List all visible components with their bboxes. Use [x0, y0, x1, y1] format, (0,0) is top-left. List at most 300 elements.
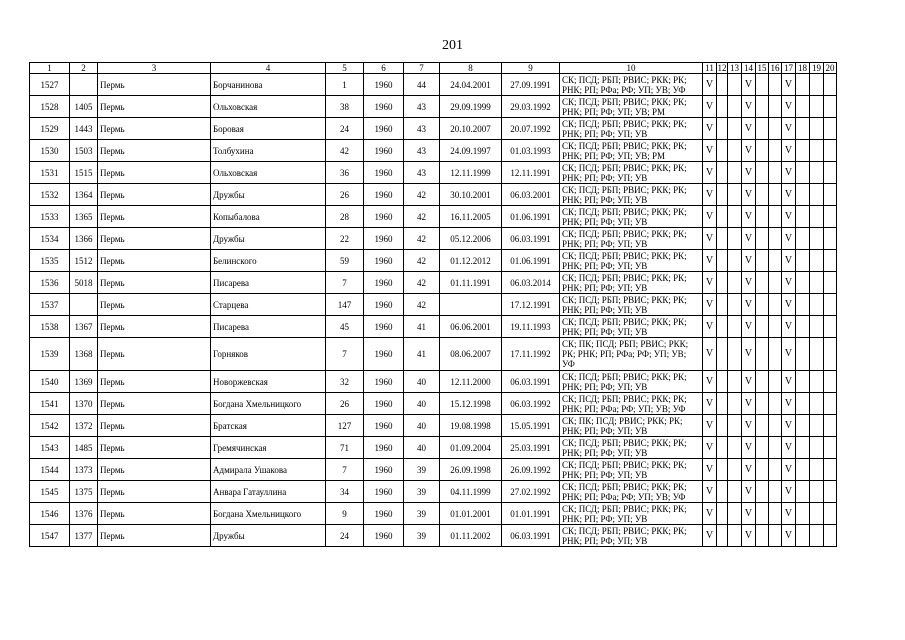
city-cell: Пермь [98, 393, 211, 415]
flag-cell-20 [824, 184, 837, 206]
date-2-cell: 06.03.1991 [502, 525, 560, 547]
record-id: 1373 [70, 459, 98, 481]
street-cell: Старцева [211, 294, 326, 316]
flag-cell-15 [756, 162, 769, 184]
record-number: 1531 [30, 162, 70, 184]
flag-cell-16 [769, 503, 782, 525]
date-2-cell: 15.05.1991 [502, 415, 560, 437]
table-row [30, 415, 837, 437]
column-header-10: 10 [560, 63, 703, 74]
flag-cell-19 [810, 140, 824, 162]
flag-cell-18 [796, 250, 810, 272]
services-cell: СК; ПСД; РБП; РВИС; РКК; РК; РНК; РП; РФ; УП; УВ [560, 250, 703, 272]
street-cell: Братская [211, 415, 326, 437]
services-cell: СК; ПСД; РБП; РВИС; РКК; РК; РНК; РП; РФ; УП; УВ [560, 371, 703, 393]
city-cell: Пермь [98, 162, 211, 184]
record-number: 1533 [30, 206, 70, 228]
record-id: 1367 [70, 316, 98, 338]
wear-percent-cell: 42 [404, 294, 440, 316]
city-cell: Пермь [98, 481, 211, 503]
flag-cell-12 [717, 228, 728, 250]
flag-cell-18 [796, 415, 810, 437]
flag-cell-15 [756, 437, 769, 459]
flag-cell-19 [810, 118, 824, 140]
flag-cell-14: V [742, 250, 756, 272]
flag-cell-19 [810, 294, 824, 316]
city-cell: Пермь [98, 74, 211, 96]
date-1-cell: 29.09.1999 [440, 96, 502, 118]
record-number: 1544 [30, 459, 70, 481]
flag-cell-15 [756, 316, 769, 338]
column-header-7: 7 [404, 63, 440, 74]
flag-cell-20 [824, 481, 837, 503]
flag-cell-15 [756, 118, 769, 140]
flag-cell-18 [796, 184, 810, 206]
table-row [30, 437, 837, 459]
column-header-18: 18 [796, 63, 810, 74]
wear-percent-cell: 39 [404, 525, 440, 547]
flag-cell-16 [769, 371, 782, 393]
flag-cell-12 [717, 294, 728, 316]
column-header-3: 3 [98, 63, 211, 74]
house-number-cell: 7 [326, 459, 364, 481]
record-id: 1376 [70, 503, 98, 525]
record-number: 1535 [30, 250, 70, 272]
flag-cell-11: V [703, 525, 717, 547]
flag-cell-12 [717, 74, 728, 96]
street-cell: Богдана Хмельницкого [211, 393, 326, 415]
record-number: 1529 [30, 118, 70, 140]
year-cell: 1960 [364, 481, 404, 503]
record-number: 1541 [30, 393, 70, 415]
year-cell: 1960 [364, 74, 404, 96]
flag-cell-13 [728, 272, 742, 294]
table-row [30, 459, 837, 481]
date-1-cell: 01.11.2002 [440, 525, 502, 547]
date-1-cell: 01.11.1991 [440, 272, 502, 294]
table-row [30, 140, 837, 162]
flag-cell-15 [756, 481, 769, 503]
flag-cell-15 [756, 96, 769, 118]
flag-cell-18 [796, 437, 810, 459]
flag-cell-18 [796, 294, 810, 316]
services-cell: СК; ПСД; РБП; РВИС; РКК; РК; РНК; РП; РФ; УП; УВ [560, 294, 703, 316]
flag-cell-14: V [742, 206, 756, 228]
flag-cell-12 [717, 525, 728, 547]
date-1-cell: 01.09.2004 [440, 437, 502, 459]
services-cell: СК; ПСД; РБП; РВИС; РКК; РК; РНК; РП; РФ; УП; УВ [560, 118, 703, 140]
house-number-cell: 38 [326, 96, 364, 118]
flag-cell-15 [756, 140, 769, 162]
year-cell: 1960 [364, 272, 404, 294]
flag-cell-11: V [703, 206, 717, 228]
date-1-cell: 01.01.2001 [440, 503, 502, 525]
flag-cell-16 [769, 393, 782, 415]
wear-percent-cell: 43 [404, 96, 440, 118]
flag-cell-17: V [782, 338, 796, 371]
flag-cell-11: V [703, 228, 717, 250]
flag-cell-13 [728, 437, 742, 459]
flag-cell-14: V [742, 437, 756, 459]
city-cell: Пермь [98, 459, 211, 481]
flag-cell-19 [810, 250, 824, 272]
flag-cell-17: V [782, 459, 796, 481]
table-row [30, 371, 837, 393]
flag-cell-11: V [703, 415, 717, 437]
record-id [70, 74, 98, 96]
flag-cell-20 [824, 74, 837, 96]
wear-percent-cell: 42 [404, 228, 440, 250]
flag-cell-11: V [703, 74, 717, 96]
flag-cell-19 [810, 206, 824, 228]
flag-cell-11: V [703, 162, 717, 184]
flag-cell-19 [810, 371, 824, 393]
flag-cell-16 [769, 96, 782, 118]
flag-cell-14: V [742, 525, 756, 547]
year-cell: 1960 [364, 525, 404, 547]
flag-cell-20 [824, 338, 837, 371]
flag-cell-16 [769, 228, 782, 250]
flag-cell-14: V [742, 415, 756, 437]
house-number-cell: 28 [326, 206, 364, 228]
street-cell: Адмирала Ушакова [211, 459, 326, 481]
wear-percent-cell: 40 [404, 437, 440, 459]
flag-cell-11: V [703, 371, 717, 393]
services-cell: СК; ПСД; РБП; РВИС; РКК; РК; РНК; РП; РФ; УП; УВ [560, 503, 703, 525]
flag-cell-12 [717, 393, 728, 415]
flag-cell-15 [756, 371, 769, 393]
flag-cell-17: V [782, 250, 796, 272]
flag-cell-11: V [703, 96, 717, 118]
flag-cell-13 [728, 96, 742, 118]
house-number-cell: 32 [326, 371, 364, 393]
services-cell: СК; ПСД; РБП; РВИС; РКК; РК; РНК; РП; РФ; УП; УВ [560, 459, 703, 481]
flag-cell-15 [756, 393, 769, 415]
date-1-cell: 26.09.1998 [440, 459, 502, 481]
city-cell: Пермь [98, 184, 211, 206]
year-cell: 1960 [364, 503, 404, 525]
registry-table [29, 62, 837, 547]
flag-cell-11: V [703, 393, 717, 415]
record-number: 1532 [30, 184, 70, 206]
services-cell: СК; ПСД; РБП; РВИС; РКК; РК; РНК; РП; РФ; УП; УВ; РМ [560, 140, 703, 162]
flag-cell-13 [728, 162, 742, 184]
flag-cell-18 [796, 96, 810, 118]
street-cell: Копыбалова [211, 206, 326, 228]
flag-cell-12 [717, 118, 728, 140]
date-1-cell [440, 294, 502, 316]
flag-cell-17: V [782, 525, 796, 547]
record-number: 1547 [30, 525, 70, 547]
flag-cell-15 [756, 503, 769, 525]
record-id: 1375 [70, 481, 98, 503]
date-2-cell: 06.03.2014 [502, 272, 560, 294]
year-cell: 1960 [364, 437, 404, 459]
date-2-cell: 19.11.1993 [502, 316, 560, 338]
services-cell: СК; ПСД; РБП; РВИС; РКК; РК; РНК; РП; РФ; УП; УВ [560, 272, 703, 294]
house-number-cell: 45 [326, 316, 364, 338]
flag-cell-19 [810, 437, 824, 459]
flag-cell-17: V [782, 140, 796, 162]
flag-cell-16 [769, 338, 782, 371]
flag-cell-12 [717, 316, 728, 338]
flag-cell-13 [728, 294, 742, 316]
flag-cell-19 [810, 481, 824, 503]
services-cell: СК; ПК; ПСД; РБП; РВИС; РКК; РК; РНК; РП; РФа; РФ; УП; УВ; УФ [560, 338, 703, 371]
services-cell: СК; ПСД; РБП; РВИС; РКК; РК; РНК; РП; РФ; УП; УВ [560, 437, 703, 459]
flag-cell-18 [796, 393, 810, 415]
date-2-cell: 01.06.1991 [502, 250, 560, 272]
wear-percent-cell: 41 [404, 338, 440, 371]
flag-cell-12 [717, 250, 728, 272]
flag-cell-15 [756, 206, 769, 228]
table-row [30, 206, 837, 228]
column-header-5: 5 [326, 63, 364, 74]
street-cell: Богдана Хмельницкого [211, 503, 326, 525]
flag-cell-16 [769, 250, 782, 272]
flag-cell-17: V [782, 371, 796, 393]
street-cell: Горняков [211, 338, 326, 371]
year-cell: 1960 [364, 228, 404, 250]
table-row [30, 118, 837, 140]
flag-cell-13 [728, 250, 742, 272]
date-2-cell: 25.03.1991 [502, 437, 560, 459]
flag-cell-14: V [742, 74, 756, 96]
city-cell: Пермь [98, 503, 211, 525]
date-2-cell: 01.06.1991 [502, 206, 560, 228]
flag-cell-11: V [703, 503, 717, 525]
flag-cell-14: V [742, 140, 756, 162]
flag-cell-17: V [782, 294, 796, 316]
city-cell: Пермь [98, 294, 211, 316]
flag-cell-11: V [703, 316, 717, 338]
date-1-cell: 08.06.2007 [440, 338, 502, 371]
column-header-1: 1 [30, 63, 70, 74]
street-cell: Борчанинова [211, 74, 326, 96]
flag-cell-15 [756, 415, 769, 437]
flag-cell-14: V [742, 481, 756, 503]
wear-percent-cell: 41 [404, 316, 440, 338]
city-cell: Пермь [98, 316, 211, 338]
flag-cell-20 [824, 206, 837, 228]
year-cell: 1960 [364, 316, 404, 338]
flag-cell-13 [728, 459, 742, 481]
flag-cell-20 [824, 228, 837, 250]
flag-cell-18 [796, 481, 810, 503]
flag-cell-13 [728, 525, 742, 547]
city-cell: Пермь [98, 525, 211, 547]
record-id: 1366 [70, 228, 98, 250]
column-header-14: 14 [742, 63, 756, 74]
flag-cell-13 [728, 415, 742, 437]
flag-cell-17: V [782, 96, 796, 118]
house-number-cell: 1 [326, 74, 364, 96]
services-cell: СК; ПСД; РБП; РВИС; РКК; РК; РНК; РП; РФа; РФ; УП; УВ; УФ [560, 393, 703, 415]
date-2-cell: 01.03.1993 [502, 140, 560, 162]
record-number: 1530 [30, 140, 70, 162]
table-row [30, 481, 837, 503]
house-number-cell: 42 [326, 140, 364, 162]
flag-cell-16 [769, 74, 782, 96]
record-number: 1546 [30, 503, 70, 525]
date-2-cell: 27.09.1991 [502, 74, 560, 96]
house-number-cell: 26 [326, 393, 364, 415]
flag-cell-16 [769, 316, 782, 338]
city-cell: Пермь [98, 371, 211, 393]
flag-cell-15 [756, 74, 769, 96]
flag-cell-20 [824, 393, 837, 415]
flag-cell-20 [824, 96, 837, 118]
table-row [30, 250, 837, 272]
flag-cell-15 [756, 184, 769, 206]
house-number-cell: 9 [326, 503, 364, 525]
flag-cell-16 [769, 140, 782, 162]
city-cell: Пермь [98, 250, 211, 272]
record-id: 1365 [70, 206, 98, 228]
flag-cell-20 [824, 118, 837, 140]
flag-cell-17: V [782, 316, 796, 338]
table-row [30, 272, 837, 294]
city-cell: Пермь [98, 415, 211, 437]
year-cell: 1960 [364, 338, 404, 371]
flag-cell-12 [717, 96, 728, 118]
date-1-cell: 16.11.2005 [440, 206, 502, 228]
flag-cell-14: V [742, 503, 756, 525]
wear-percent-cell: 39 [404, 481, 440, 503]
flag-cell-19 [810, 393, 824, 415]
flag-cell-14: V [742, 371, 756, 393]
flag-cell-12 [717, 206, 728, 228]
flag-cell-13 [728, 184, 742, 206]
record-id: 1364 [70, 184, 98, 206]
date-2-cell: 29.03.1992 [502, 96, 560, 118]
wear-percent-cell: 40 [404, 393, 440, 415]
services-cell: СК; ПСД; РБП; РВИС; РКК; РК; РНК; РП; РФ; УП; УВ [560, 206, 703, 228]
flag-cell-12 [717, 162, 728, 184]
house-number-cell: 26 [326, 184, 364, 206]
flag-cell-13 [728, 316, 742, 338]
flag-cell-18 [796, 206, 810, 228]
record-id: 1405 [70, 96, 98, 118]
column-header-6: 6 [364, 63, 404, 74]
table-row [30, 294, 837, 316]
table-row [30, 393, 837, 415]
date-2-cell: 06.03.1992 [502, 393, 560, 415]
services-cell: СК; ПСД; РБП; РВИС; РКК; РК; РНК; РП; РФ; УП; УВ [560, 316, 703, 338]
city-cell: Пермь [98, 96, 211, 118]
flag-cell-14: V [742, 228, 756, 250]
street-cell: Дружбы [211, 184, 326, 206]
wear-percent-cell: 43 [404, 118, 440, 140]
street-cell: Ольховская [211, 96, 326, 118]
house-number-cell: 24 [326, 118, 364, 140]
flag-cell-14: V [742, 338, 756, 371]
record-id: 5018 [70, 272, 98, 294]
city-cell: Пермь [98, 118, 211, 140]
flag-cell-17: V [782, 415, 796, 437]
flag-cell-11: V [703, 250, 717, 272]
record-id: 1512 [70, 250, 98, 272]
street-cell: Дружбы [211, 228, 326, 250]
wear-percent-cell: 44 [404, 74, 440, 96]
services-cell: СК; ПК; ПСД; РВИС; РКК; РК; РНК; РП; РФ; УП; УВ [560, 415, 703, 437]
record-number: 1537 [30, 294, 70, 316]
flag-cell-13 [728, 118, 742, 140]
flag-cell-18 [796, 371, 810, 393]
date-1-cell: 04.11.1999 [440, 481, 502, 503]
year-cell: 1960 [364, 393, 404, 415]
street-cell: Писарева [211, 316, 326, 338]
flag-cell-14: V [742, 184, 756, 206]
services-cell: СК; ПСД; РБП; РВИС; РКК; РК; РНК; РП; РФ; УП; УВ [560, 162, 703, 184]
date-2-cell: 26.09.1992 [502, 459, 560, 481]
flag-cell-17: V [782, 272, 796, 294]
flag-cell-14: V [742, 316, 756, 338]
flag-cell-11: V [703, 437, 717, 459]
flag-cell-16 [769, 525, 782, 547]
flag-cell-17: V [782, 228, 796, 250]
flag-cell-16 [769, 184, 782, 206]
year-cell: 1960 [364, 371, 404, 393]
house-number-cell: 147 [326, 294, 364, 316]
flag-cell-20 [824, 250, 837, 272]
column-header-16: 16 [770, 63, 780, 73]
record-number: 1536 [30, 272, 70, 294]
flag-cell-12 [717, 371, 728, 393]
flag-cell-19 [810, 96, 824, 118]
flag-cell-19 [810, 503, 824, 525]
record-id: 1377 [70, 525, 98, 547]
house-number-cell: 22 [326, 228, 364, 250]
date-1-cell: 12.11.1999 [440, 162, 502, 184]
flag-cell-20 [824, 525, 837, 547]
flag-cell-16 [769, 415, 782, 437]
date-1-cell: 15.12.1998 [440, 393, 502, 415]
record-number: 1534 [30, 228, 70, 250]
flag-cell-18 [796, 503, 810, 525]
flag-cell-20 [824, 316, 837, 338]
flag-cell-16 [769, 206, 782, 228]
flag-cell-15 [756, 459, 769, 481]
year-cell: 1960 [364, 162, 404, 184]
flag-cell-14: V [742, 459, 756, 481]
street-cell: Дружбы [211, 525, 326, 547]
flag-cell-18 [796, 316, 810, 338]
flag-cell-16 [769, 272, 782, 294]
house-number-cell: 24 [326, 525, 364, 547]
street-cell: Белинского [211, 250, 326, 272]
date-2-cell: 06.03.1991 [502, 228, 560, 250]
table-row [30, 74, 837, 96]
flag-cell-15 [756, 525, 769, 547]
wear-percent-cell: 42 [404, 184, 440, 206]
street-cell: Анвара Гатауллина [211, 481, 326, 503]
table-row [30, 96, 837, 118]
flag-cell-12 [717, 481, 728, 503]
year-cell: 1960 [364, 184, 404, 206]
flag-cell-17: V [782, 206, 796, 228]
services-cell: СК; ПСД; РБП; РВИС; РКК; РК; РНК; РП; РФ; УП; УВ [560, 525, 703, 547]
flag-cell-13 [728, 228, 742, 250]
flag-cell-12 [717, 338, 728, 371]
street-cell: Толбухина [211, 140, 326, 162]
column-header-19: 19 [810, 63, 824, 74]
date-1-cell: 12.11.2000 [440, 371, 502, 393]
house-number-cell: 71 [326, 437, 364, 459]
flag-cell-11: V [703, 140, 717, 162]
flag-cell-17: V [782, 184, 796, 206]
house-number-cell: 34 [326, 481, 364, 503]
